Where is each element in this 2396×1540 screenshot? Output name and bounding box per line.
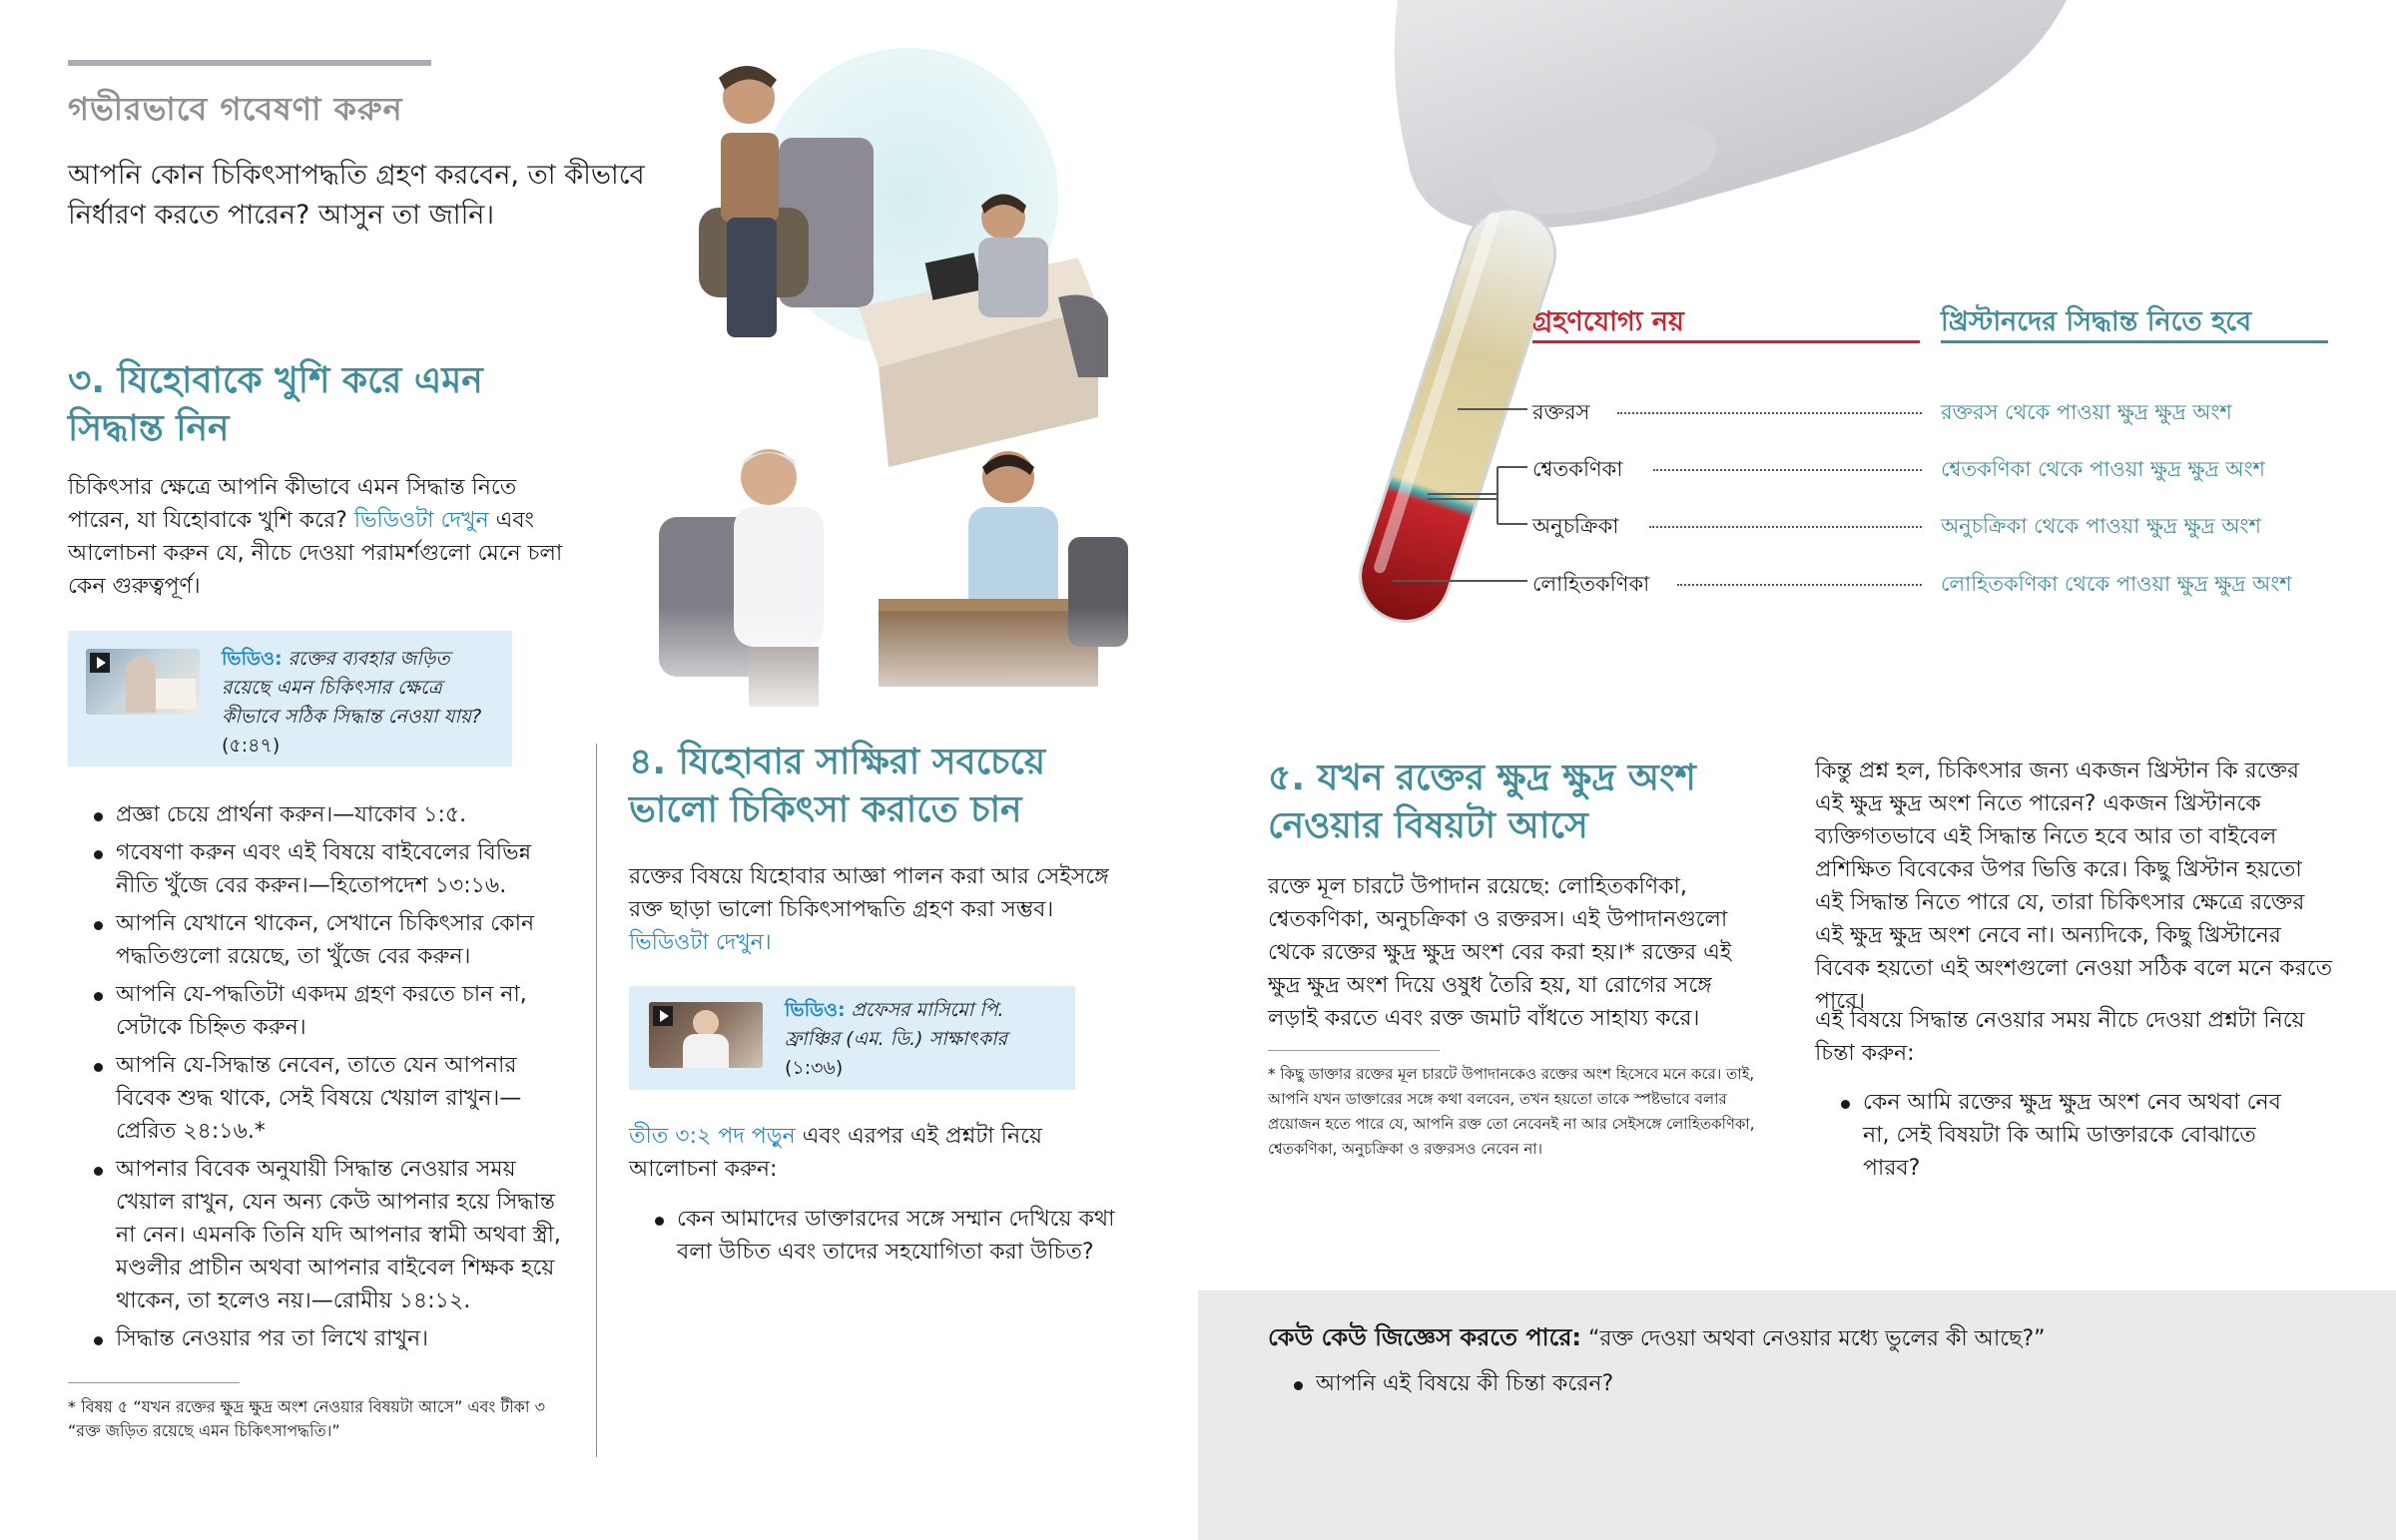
table-row-value: অনুচক্রিকা থেকে পাওয়া ক্ষুদ্র ক্ষুদ্র অংশ [1941, 514, 2261, 538]
table-header-not-acceptable: গ্রহণযোগ্য নয় [1532, 306, 1684, 337]
question-box-text [1268, 1321, 2266, 1355]
section5-col2-paragraph1: কিন্তু প্রশ্ন হল, চিকিৎসার জন্য একজন খ্রিস্টান কি রক্তের এই ক্ষুদ্র ক্ষুদ্র অংশ নিতে পারেন? একজন খ্রিস্টানকে ব্যক্তিগতভাবে এই সিদ্ধান্ত নিতে হবে আর তা বাইবেল প্রশিক্ষিত বিবেকের উপর ভিত্তি করে। কিছু খ্রিস্টান হয়তো এই সিদ্ধান্ত নিতে পারে যে, তারা চিকিৎসার ক্ষেত্রে রক্তের এই ক্ষুদ্র ক্ষুদ্র অংশ নেবে না। অন্যদিকে, কিছু খ্রিস্টানের বিবেক হয়তো এই অংশগুলো নেওয়া সঠিক বলে মনে করতে পারে। [1815, 759, 2333, 1014]
video-duration: (১:৩৬) [785, 1057, 844, 1079]
list-item: আপনি যেখানে থাকেন, সেখানে চিকিৎসার কোন পদ্ধতিগুলো রয়েছে, তা খুঁজে বের করুন। [68, 907, 567, 973]
list-item: আপনি যে-পদ্ধতিটা একদম গ্রহণ করতে চান না, সেটাকে চিহ্নিত করুন। [68, 978, 567, 1044]
section4-heading: ৪. যিহোবার সাক্ষিরা সবচেয়ে ভালো চিকিৎসা করাতে চান [629, 742, 1046, 830]
table-row-value: রক্তরস থেকে পাওয়া ক্ষুদ্র ক্ষুদ্র অংশ [1941, 400, 2232, 424]
video-thumbnail[interactable] [86, 649, 200, 715]
video-thumbnail[interactable] [649, 1002, 763, 1068]
question-box-list [1268, 1367, 1967, 1405]
section3-body-text: চিকিৎসার ক্ষেত্রে আপনি কীভাবে এমন সিদ্ধান্ত নিতে পারেন, যা যিহোবাকে খুশি করে? [68, 475, 517, 533]
video-caption [222, 645, 496, 761]
footnote-section3: * বিষয় ৫ “যখন রক্তের ক্ষুদ্র ক্ষুদ্র অংশ নেওয়ার বিষয়টা আসে” এবং টীকা ৩ “রক্ত জড়িত রয়েছে এমন চিকিৎসাপদ্ধতি।” [68, 1397, 545, 1440]
section3-body-text-cont: এবং আলোচনা করুন যে, নীচে দেওয়া পরামর্শগুলো মেনে চলা কেন গুরুত্বপূর্ণ। [68, 508, 563, 599]
video-label: ভিডিও: [785, 999, 846, 1021]
section-kicker: গভীরভাবে গবেষণা করুন [68, 90, 403, 128]
watch-video-link[interactable]: ভিডিওটা দেখুন [353, 508, 489, 533]
table-row-label: অনুচক্রিকা [1532, 514, 1619, 538]
section5-heading: ৫. যখন রক্তের ক্ষুদ্র ক্ষুদ্র অংশ নেওয়ার বিষয়টা আসে [1268, 758, 1696, 846]
section4-scripture [629, 1120, 1128, 1186]
section5-col2-paragraph2: এই বিষয়ে সিদ্ধান্ত নেওয়ার সময় নীচে দেওয়া প্রশ্নটা নিয়ে চিন্তা করুন: [1815, 1008, 2305, 1066]
section4-questions [629, 1203, 1128, 1274]
list-item: আপনার বিবেক অনুযায়ী সিদ্ধান্ত নেওয়ার সময় খেয়াল রাখুন, যেন অন্য কেউ আপনার হয়ে সিদ্ধান্ত না নেন। এমনকি তিনি যদি আপনার স্বামী অথবা স্ত্রী, মণ্ডলীর প্রাচীন অথবা আপনার বাইবেল শিক্ষক হয়ে থাকেন, তা হলেও নয়।—রোমীয় ১৪:১২. [68, 1153, 567, 1317]
play-icon[interactable] [90, 653, 110, 673]
kicker-rule [68, 60, 431, 66]
read-scripture-link[interactable]: তীত ৩:২ পদ পড়ুন [629, 1124, 796, 1149]
list-item: সিদ্ধান্ত নেওয়ার পর তা লিখে রাখুন। [68, 1322, 567, 1355]
table-row-value: শ্বেতকণিকা থেকে পাওয়া ক্ষুদ্র ক্ষুদ্র অংশ [1941, 457, 2265, 481]
table-row-label: রক্তরস [1532, 400, 1590, 424]
question-quote: “রক্ত দেওয়া অথবা নেওয়ার মধ্যে ভুলের কী আছে?” [1588, 1326, 2046, 1351]
section5-questions [1815, 1086, 2314, 1190]
table-header-christian-decision: খ্রিস্টানদের সিদ্ধান্ত নিতে হবে [1941, 306, 2252, 337]
table-row-label: লোহিতকণিকা [1532, 572, 1650, 596]
footnote-section5: * কিছু ডাক্তার রক্তের মূল চারটে উপাদানকেও রক্তের অংশ হিসেবে মনে করে। তাই, আপনি যখন ডাক্তারের সঙ্গে কথা বলবেন, তখন হয়তো তাকে স্পষ্টভাবে বলার প্রয়োজন হতে পারে যে, আপনি রক্ত তো নেবেনই না আর সেইসঙ্গে লোহিতকণিকা, শ্বেতকণিকা, অনুচক্রিকা ও রক্তরসও নেবেন না। [1268, 1065, 1755, 1158]
video-card-blood-decisions[interactable] [68, 631, 512, 767]
section4-body [629, 860, 1118, 959]
play-icon[interactable] [653, 1006, 673, 1026]
section4-body-text: রক্তের বিষয়ে যিহোবার আজ্ঞা পালন করা আর সেইসঙ্গে রক্ত ছাড়া ভালো চিকিৎসাপদ্ধতি গ্রহণ করা সম্ভব। [629, 864, 1109, 922]
leader-dots [1617, 412, 1922, 414]
leader-dots [1677, 584, 1922, 586]
video-title: রক্তের ব্যবহার জড়িত রয়েছে এমন চিকিৎসার ক্ষেত্রে কীভাবে সঠিক সিদ্ধান্ত নেওয়া যায়? [222, 648, 482, 728]
vial-connector-lines [1388, 399, 1537, 599]
section3-heading: ৩. যিহোবাকে খুশি করে এমন সিদ্ধান্ত নিন [68, 360, 483, 449]
list-item: গবেষণা করুন এবং এই বিষয়ে বাইবেলের বিভিন্ন নীতি খুঁজে বের করুন।—হিতোপদেশ ১৩:১৬. [68, 836, 567, 902]
list-item: কেন আমি রক্তের ক্ষুদ্র ক্ষুদ্র অংশ নেব অথবা নেব না, সেই বিষয়টা কি আমি ডাক্তারকে বোঝাতে পারব? [1815, 1086, 2314, 1185]
illustration-consultation [639, 48, 1168, 727]
table-row-label: শ্বেতকণিকা [1532, 457, 1623, 481]
intro-text: আপনি কোন চিকিৎসাপদ্ধতি গ্রহণ করবেন, তা কীভাবে নির্ধারণ করতে পারেন? আসুন তা জানি। [68, 160, 645, 231]
list-item: প্রজ্ঞা চেয়ে প্রার্থনা করুন।—যাকোব ১:৫. [68, 798, 567, 831]
header-rule-teal [1941, 340, 2328, 343]
list-item: আপনি এই বিষয়ে কী চিন্তা করেন? [1268, 1367, 1967, 1400]
footnote-rule [68, 1382, 240, 1383]
table-row-value: লোহিতকণিকা থেকে পাওয়া ক্ষুদ্র ক্ষুদ্র অংশ [1941, 572, 2292, 596]
header-rule-red [1532, 340, 1920, 343]
video-title: প্রফেসর মাসিমো পি. ফ্রাঞ্চির (এম. ডি.) সাক্ষাৎকার [785, 999, 1007, 1050]
decision-tips-list [68, 798, 567, 1360]
list-item: আপনি যে-সিদ্ধান্ত নেবেন, তাতে যেন আপনার বিবেক শুদ্ধ থাকে, সেই বিষয়ে খেয়াল রাখুন।—প্রেরিত ২৪:১৬.* [68, 1049, 567, 1148]
question-lead: কেউ কেউ জিজ্ঞেস করতে পারে: [1268, 1323, 1582, 1351]
video-card-interview[interactable] [629, 986, 1075, 1090]
leader-dots [1653, 469, 1922, 471]
section5-body: রক্তে মূল চারটে উপাদান রয়েছে: লোহিতকণিকা, শ্বেতকণিকা, অনুচক্রিকা ও রক্তরস। এই উপাদানগুলো থেকে রক্তের ক্ষুদ্র ক্ষুদ্র অংশ বের করা হয়।* রক্তের এই ক্ষুদ্র ক্ষুদ্র অংশ দিয়ে ওষুধ তৈরি হয়, যা রোগের সঙ্গে লড়াই করতে এবং রক্ত জমাট বাঁধতে সাহায্য করে। [1268, 874, 1732, 1031]
watch-video-link-2[interactable]: ভিডিওটা দেখুন। [629, 930, 772, 955]
video-label: ভিডিও: [222, 648, 283, 670]
section3-body [68, 471, 567, 603]
video-duration: (৫:৪৭) [222, 735, 281, 757]
list-item: কেন আমাদের ডাক্তারদের সঙ্গে সম্মান দেখিয়ে কথা বলা উচিত এবং তাদের সহযোগিতা করা উচিত? [629, 1203, 1128, 1269]
footnote-rule [1268, 1050, 1440, 1051]
video-caption [785, 996, 1064, 1083]
leader-dots [1649, 526, 1922, 528]
column-divider [596, 744, 597, 1457]
section4-scripture-text: এবং এরপর এই প্রশ্নটা নিয়ে আলোচনা করুন: [629, 1124, 1042, 1182]
